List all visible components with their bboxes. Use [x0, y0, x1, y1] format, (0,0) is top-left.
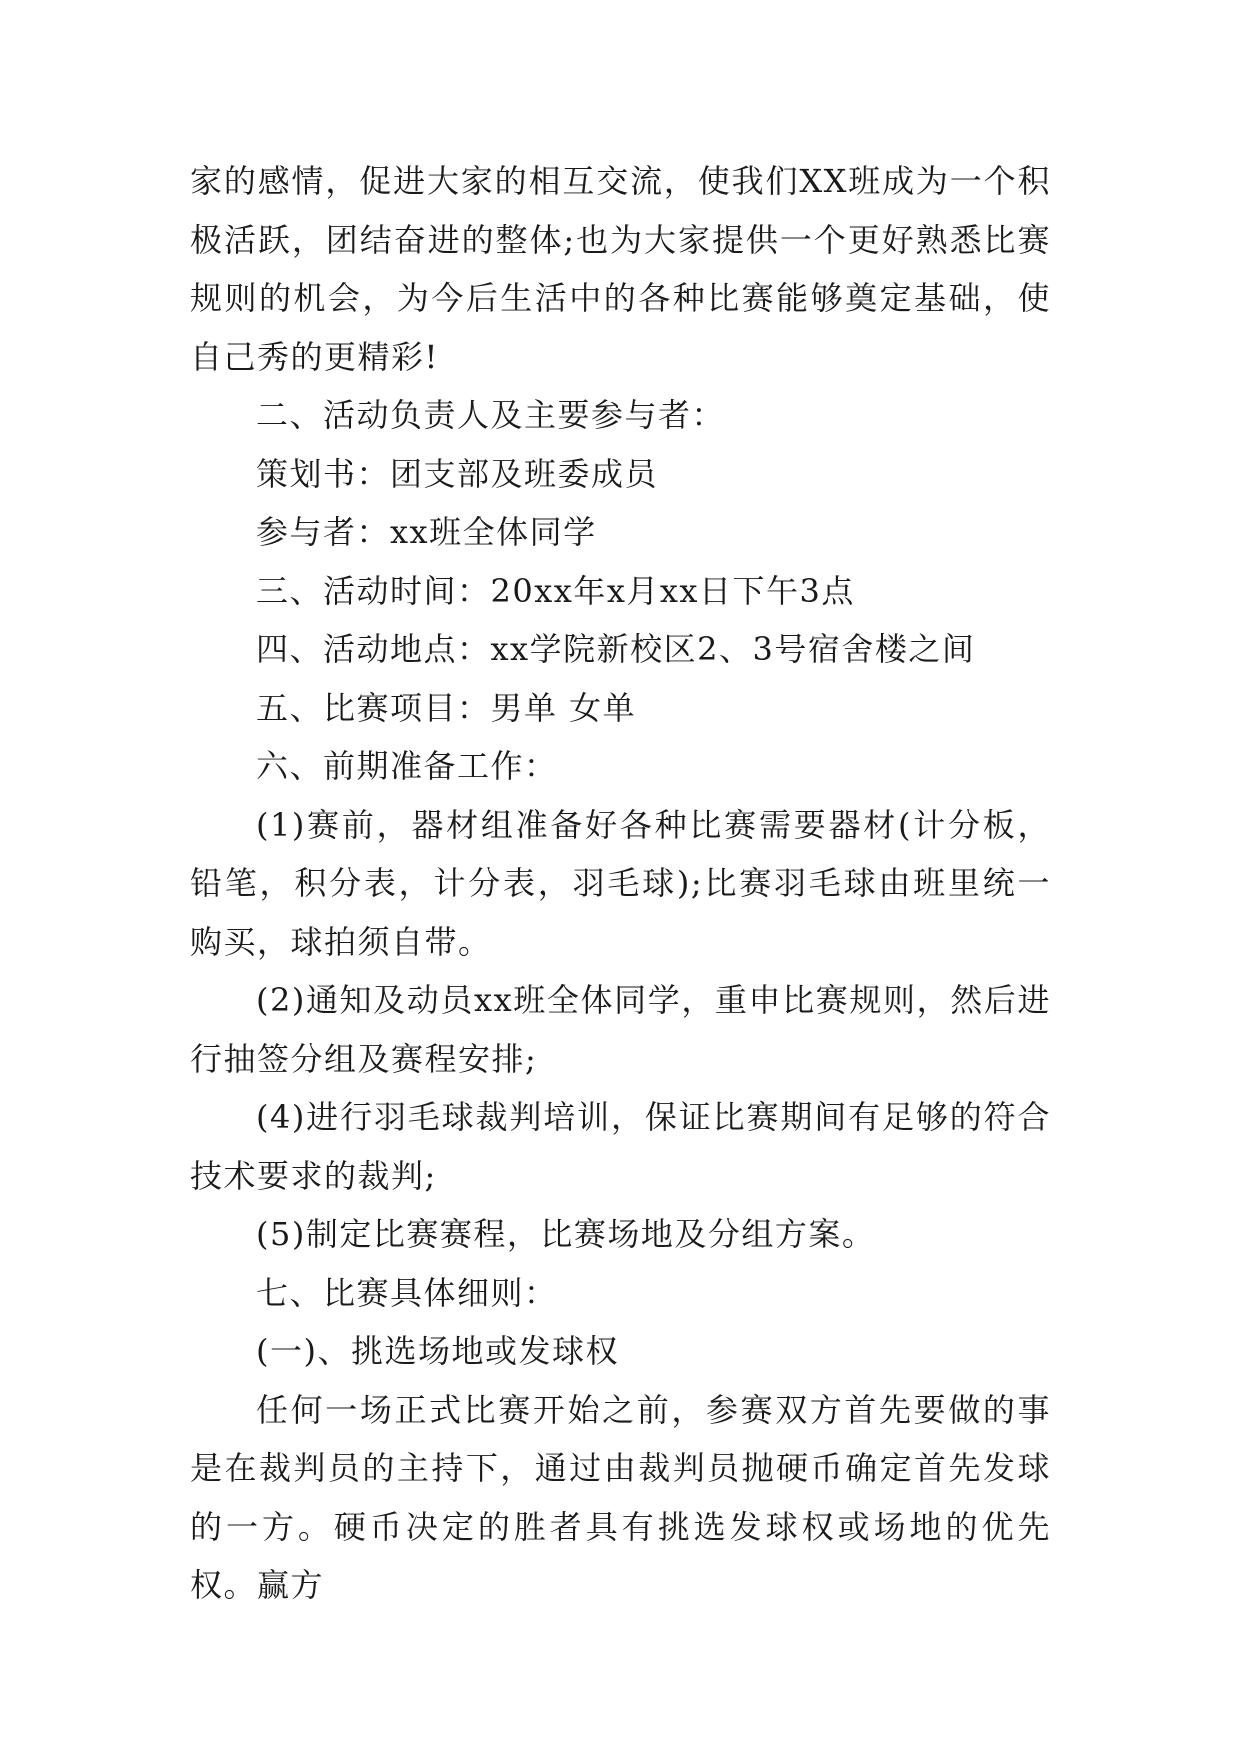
paragraph-participants: 参与者：xx班全体同学	[256, 513, 597, 551]
heading-rules: 七、比赛具体细则：	[256, 1273, 558, 1312]
paragraph-rule-1-body: 任何一场正式比赛开始之前，参赛双方首先要做的事是在裁判员的主持下，通过由裁判员抛硬币确定首先发球的一方。硬币决定的胜者具有挑选发球权或场地的优先权。赢方	[190, 1390, 1051, 1604]
paragraph-continuation: 家的感情，促进大家的相互交流，使我们XX班成为一个积极活跃，团结奋进的整体;也为大家提供一个更好熟悉比赛规则的机会，为今后生活中的各种比赛能够奠定基础，使自己秀的更精彩!	[190, 162, 1051, 376]
heading-location: 四、活动地点：xx学院新校区2、3号宿舍楼之间	[256, 630, 976, 668]
heading-rule-1: (一)、挑选场地或发球权	[256, 1332, 619, 1370]
document-body	[190, 152, 1051, 1615]
paragraph-prep-item-1: (1)赛前，器材组准备好各种比赛需要器材(计分板，铅笔，积分表，计分表，羽毛球);比赛羽毛球由班里统一购买，球拍须自带。	[190, 805, 1051, 961]
heading-organizers: 二、活动负责人及主要参与者：	[256, 396, 726, 434]
heading-time: 三、活动时间：20xx年x月xx日下午3点	[256, 571, 855, 610]
paragraph-prep-item-5: (5)制定比赛赛程，比赛场地及分组方案。	[256, 1215, 876, 1253]
paragraph-prep-item-4: (4)进行羽毛球裁判培训，保证比赛期间有足够的符合技术要求的裁判;	[190, 1098, 1051, 1195]
paragraph-planner: 策划书：团支部及班委成员	[256, 454, 659, 493]
heading-preparation: 六、前期准备工作：	[256, 747, 558, 785]
paragraph-prep-item-2: (2)通知及动员xx班全体同学，重申比赛规则，然后进行抽签分组及赛程安排;	[190, 981, 1051, 1078]
heading-events: 五、比赛项目：男单 女单	[256, 688, 637, 727]
